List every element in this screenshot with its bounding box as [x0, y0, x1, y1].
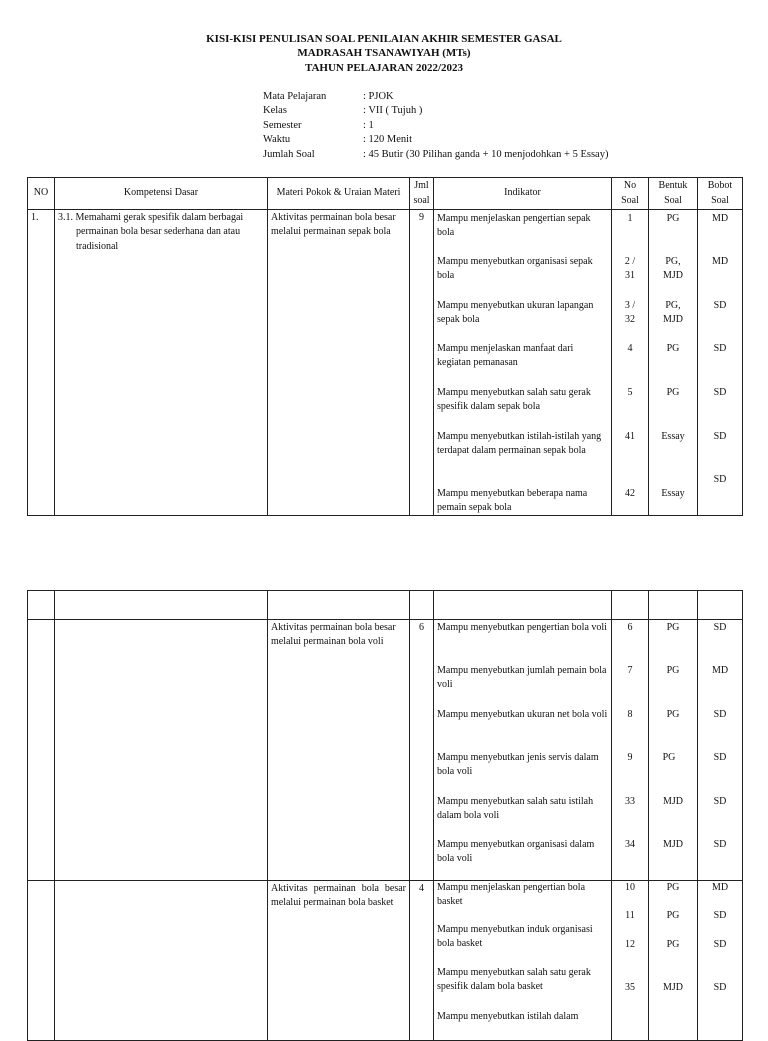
indikator-text: Mampu menyebutkan salah satu gerak spesifik dalam bola basket	[437, 967, 591, 993]
bentuk-text: PG	[666, 709, 680, 720]
bentuk-text: PG	[666, 882, 680, 893]
nosoal-text: 8	[627, 709, 633, 720]
info-label: Waktu	[263, 134, 291, 145]
nosoal-text: 6	[627, 622, 633, 633]
bobot-text: SD	[713, 431, 727, 442]
doc-title-line-3: TAHUN PELAJARAN 2022/2023	[304, 62, 464, 74]
indikator-text: Mampu menjelaskan pengertian sepak bola	[437, 213, 591, 239]
indikator-text: Mampu menyebutkan istilah dalam	[437, 1011, 579, 1022]
bentuk-text: PG	[666, 910, 680, 921]
nosoal-text: 34	[625, 839, 635, 850]
nosoal-text: 9	[627, 752, 633, 763]
nosoal-text: 35	[625, 982, 635, 993]
bentuk-cell	[649, 881, 698, 1041]
bentuk-text: PG	[666, 939, 680, 950]
nosoal-cell	[612, 210, 649, 516]
empty-header-cell	[612, 591, 649, 620]
bobot-text: SD	[713, 343, 727, 354]
nosoal-text: 11	[625, 910, 635, 921]
indikator-text: Mampu menyebutkan organisasi dalam bola voli	[437, 839, 595, 865]
doc-title-line-1: KISI-KISI PENULISAN SOAL PENILAIAN AKHIR SEMESTER GASAL	[206, 33, 562, 45]
indikator-text: Mampu menyebutkan ukuran net bola voli	[437, 709, 608, 720]
col-header-no: NO	[28, 178, 55, 210]
empty-header-cell	[55, 591, 268, 620]
empty-header-cell	[410, 591, 434, 620]
bentuk-text: PG	[666, 387, 680, 398]
info-label: Mata Pelajaran	[263, 91, 327, 102]
materi-pokok: Aktivitas permainan bola besar melalui permainan bola voli	[268, 620, 410, 881]
bentuk-text: MJD	[662, 839, 683, 850]
kompetensi-text: 3.1. Memahami gerak spesifik dalam berbagai permainan bola besar sederhana dan atau tradisional	[58, 212, 244, 252]
indikator-text: Mampu menjelaskan pengertian bola basket	[437, 882, 586, 908]
nosoal-cell	[612, 620, 649, 881]
bentuk-text: PG	[666, 343, 680, 354]
indikator-text: Mampu menyebutkan induk organisasi bola basket	[437, 924, 593, 950]
info-value: : VII ( Tujuh )	[363, 105, 423, 116]
nosoal-text: 4	[627, 343, 633, 354]
indikator-text: Mampu menyebutkan organisasi sepak bola	[437, 256, 593, 282]
info-value: : 45 Butir (30 Pilihan ganda + 10 menjodohkan + 5 Essay)	[363, 149, 609, 160]
info-value: : 120 Menit	[363, 134, 412, 145]
bobot-cell	[698, 620, 743, 881]
indikator-text: Mampu menyebutkan jumlah pemain bola voli	[437, 665, 607, 691]
bentuk-cell	[649, 210, 698, 516]
indikator-text: Mampu menyebutkan pengertian bola voli	[437, 622, 607, 633]
indikator-text: Mampu menyebutkan beberapa nama pemain sepak bola	[437, 488, 588, 514]
col-header-nosoal: No Soal	[612, 178, 649, 210]
nosoal-text: 42	[625, 488, 635, 499]
row-number	[28, 620, 55, 881]
nosoal-cell	[612, 881, 649, 1041]
indikator-text: Mampu menyebutkan jenis servis dalam bola voli	[437, 752, 599, 778]
kompetensi-dasar	[55, 881, 268, 1041]
info-value: : 1	[363, 120, 374, 131]
bentuk-text: PG	[666, 213, 680, 224]
empty-header-cell	[28, 591, 55, 620]
info-label: Kelas	[263, 105, 287, 116]
nosoal-text: 33	[625, 796, 635, 807]
empty-header-cell	[434, 591, 612, 620]
row-number: 1.	[28, 210, 55, 516]
col-header-materi: Materi Pokok & Uraian Materi	[268, 178, 410, 210]
nosoal-text: 41	[625, 431, 635, 442]
indikator-cell	[434, 620, 612, 881]
bentuk-text: PG	[662, 752, 676, 763]
bentuk-text: Essay	[661, 431, 685, 442]
bobot-text: SD	[713, 839, 727, 850]
empty-header-cell	[698, 591, 743, 620]
info-value: : PJOK	[363, 91, 394, 102]
kisi-table-2	[27, 590, 743, 1041]
bobot-text: SD	[713, 982, 727, 993]
bentuk-cell	[649, 620, 698, 881]
col-header-jml: Jml soal	[410, 178, 434, 210]
nosoal-text: 3 / 32	[624, 300, 636, 326]
info-block	[263, 90, 683, 162]
bobot-text: SD	[713, 910, 727, 921]
indikator-cell	[434, 210, 612, 516]
bobot-cell	[698, 210, 743, 516]
row-number	[28, 881, 55, 1041]
empty-header-cell	[268, 591, 410, 620]
nosoal-text: 7	[627, 665, 633, 676]
kompetensi-dasar	[55, 210, 268, 516]
nosoal-text: 10	[625, 882, 635, 893]
bobot-text: SD	[713, 300, 727, 311]
bobot-text: MD	[711, 665, 729, 676]
bobot-text: MD	[711, 256, 729, 267]
bentuk-text: PG	[666, 622, 680, 633]
indikator-text: Mampu menyebutkan istilah-istilah yang terdapat dalam permainan sepak bola	[437, 431, 602, 457]
col-header-indikator: Indikator	[434, 178, 612, 210]
jumlah-soal: 9	[410, 210, 434, 516]
bobot-text: SD	[713, 939, 727, 950]
col-header-kompetensi: Kompetensi Dasar	[55, 178, 268, 210]
indikator-text: Mampu menjelaskan manfaat dari kegiatan pemanasan	[437, 343, 574, 369]
kisi-table-1	[27, 177, 743, 516]
nosoal-text: 1	[627, 213, 633, 224]
jumlah-soal: 4	[410, 881, 434, 1041]
empty-header-cell	[649, 591, 698, 620]
materi-pokok: Aktivitas permainan bola besar melalui permainan bola basket	[268, 881, 410, 1041]
doc-title-line-2: MADRASAH TSANAWIYAH (MTs)	[297, 47, 471, 59]
nosoal-text: 5	[627, 387, 633, 398]
indikator-text: Mampu menyebutkan salah satu gerak spesifik dalam sepak bola	[437, 387, 591, 413]
kompetensi-dasar	[55, 620, 268, 881]
indikator-text: Mampu menyebutkan salah satu istilah dalam bola voli	[437, 796, 594, 822]
bentuk-text: PG	[666, 665, 680, 676]
col-header-bentuk: Bentuk Soal	[649, 178, 698, 210]
bobot-text: MD	[711, 213, 729, 224]
bentuk-text: Essay	[661, 488, 685, 499]
bobot-text: SD	[713, 474, 727, 485]
bobot-text: MD	[711, 882, 729, 893]
materi-pokok: Aktivitas permainan bola besar melalui permainan sepak bola	[268, 210, 410, 516]
bobot-cell	[698, 881, 743, 1041]
bobot-text: SD	[713, 622, 727, 633]
bobot-text: SD	[713, 752, 727, 763]
indikator-cell	[434, 881, 612, 1041]
nosoal-text: 12	[625, 939, 635, 950]
bentuk-text: MJD	[662, 982, 683, 993]
col-header-bobot: Bobot Soal	[698, 178, 743, 210]
nosoal-text: 2 / 31	[624, 256, 636, 282]
jumlah-soal: 6	[410, 620, 434, 881]
info-label: Semester	[263, 120, 302, 131]
bobot-text: SD	[713, 709, 727, 720]
bobot-text: SD	[713, 387, 727, 398]
bentuk-text: PG, MJD	[662, 256, 683, 282]
bentuk-text: PG, MJD	[662, 300, 683, 326]
bobot-text: SD	[713, 796, 727, 807]
indikator-text: Mampu menyebutkan ukuran lapangan sepak bola	[437, 300, 594, 326]
bentuk-text: MJD	[662, 796, 683, 807]
info-label: Jumlah Soal	[263, 149, 315, 160]
